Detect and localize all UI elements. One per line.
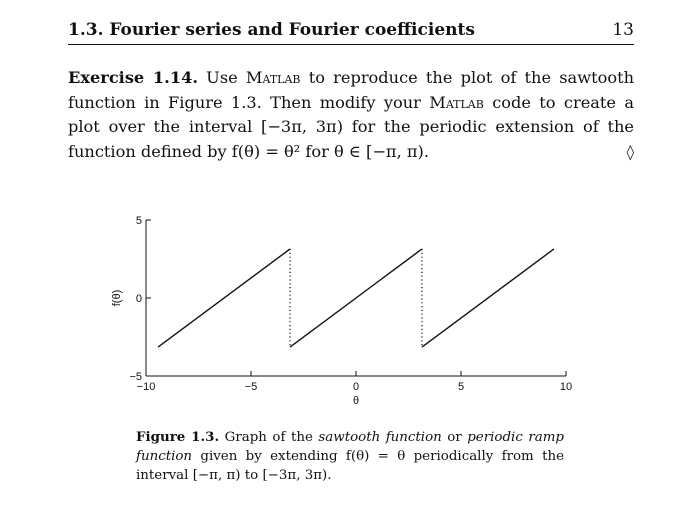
exercise-text-1: Use [197, 68, 246, 87]
y-tick-label: 5 [135, 215, 142, 227]
matlab-name-1: Matlab [245, 68, 301, 87]
caption-text-3: given by extending f(θ) = θ periodically from the interval [−π, π) to [−3π, 3π). [136, 449, 564, 483]
figure-caption [136, 428, 564, 485]
caption-text-2: or [441, 430, 468, 445]
x-tick-label: 0 [352, 381, 360, 393]
exercise-label: Exercise 1.14. [68, 68, 198, 87]
page-number: 13 [612, 20, 634, 40]
y-axis-label: f(θ) [111, 289, 123, 307]
end-of-exercise-symbol: ◊ [626, 142, 634, 161]
x-tick-label: −10 [136, 381, 156, 393]
exercise-text-3: code to create a plot over the interval [−3π, 3π) for the periodic extension of the function defined by f(θ) = θ² for θ ∈ [−π, π). [68, 92, 635, 161]
x-tick-label: 5 [457, 381, 465, 393]
caption-emphasis-1: sawtooth function [318, 430, 442, 445]
sawtooth-ramp-segment [422, 249, 554, 347]
x-axis-label: θ [352, 395, 360, 407]
matlab-name-2: Matlab [429, 92, 484, 112]
x-tick-label: 10 [559, 381, 573, 393]
plot-lines-group [158, 249, 554, 347]
caption-emphasis-2: periodic ramp function [136, 430, 564, 464]
section-title: 1.3. Fourier series and Fourier coefficients [68, 20, 475, 40]
x-tick-label: −5 [244, 381, 258, 393]
y-tick-label: 0 [135, 293, 142, 305]
sawtooth-ramp-segment [158, 249, 290, 347]
sawtooth-ramp-segment [290, 249, 422, 347]
exercise-text-2: to reproduce the plot of the sawtooth function in Figure 1.3. Then modify your [68, 68, 634, 112]
axes-group [111, 215, 572, 407]
y-tick-label: −5 [129, 371, 142, 383]
caption-label: Figure 1.3. [136, 429, 220, 445]
caption-text-1: Graph of the [219, 430, 319, 445]
